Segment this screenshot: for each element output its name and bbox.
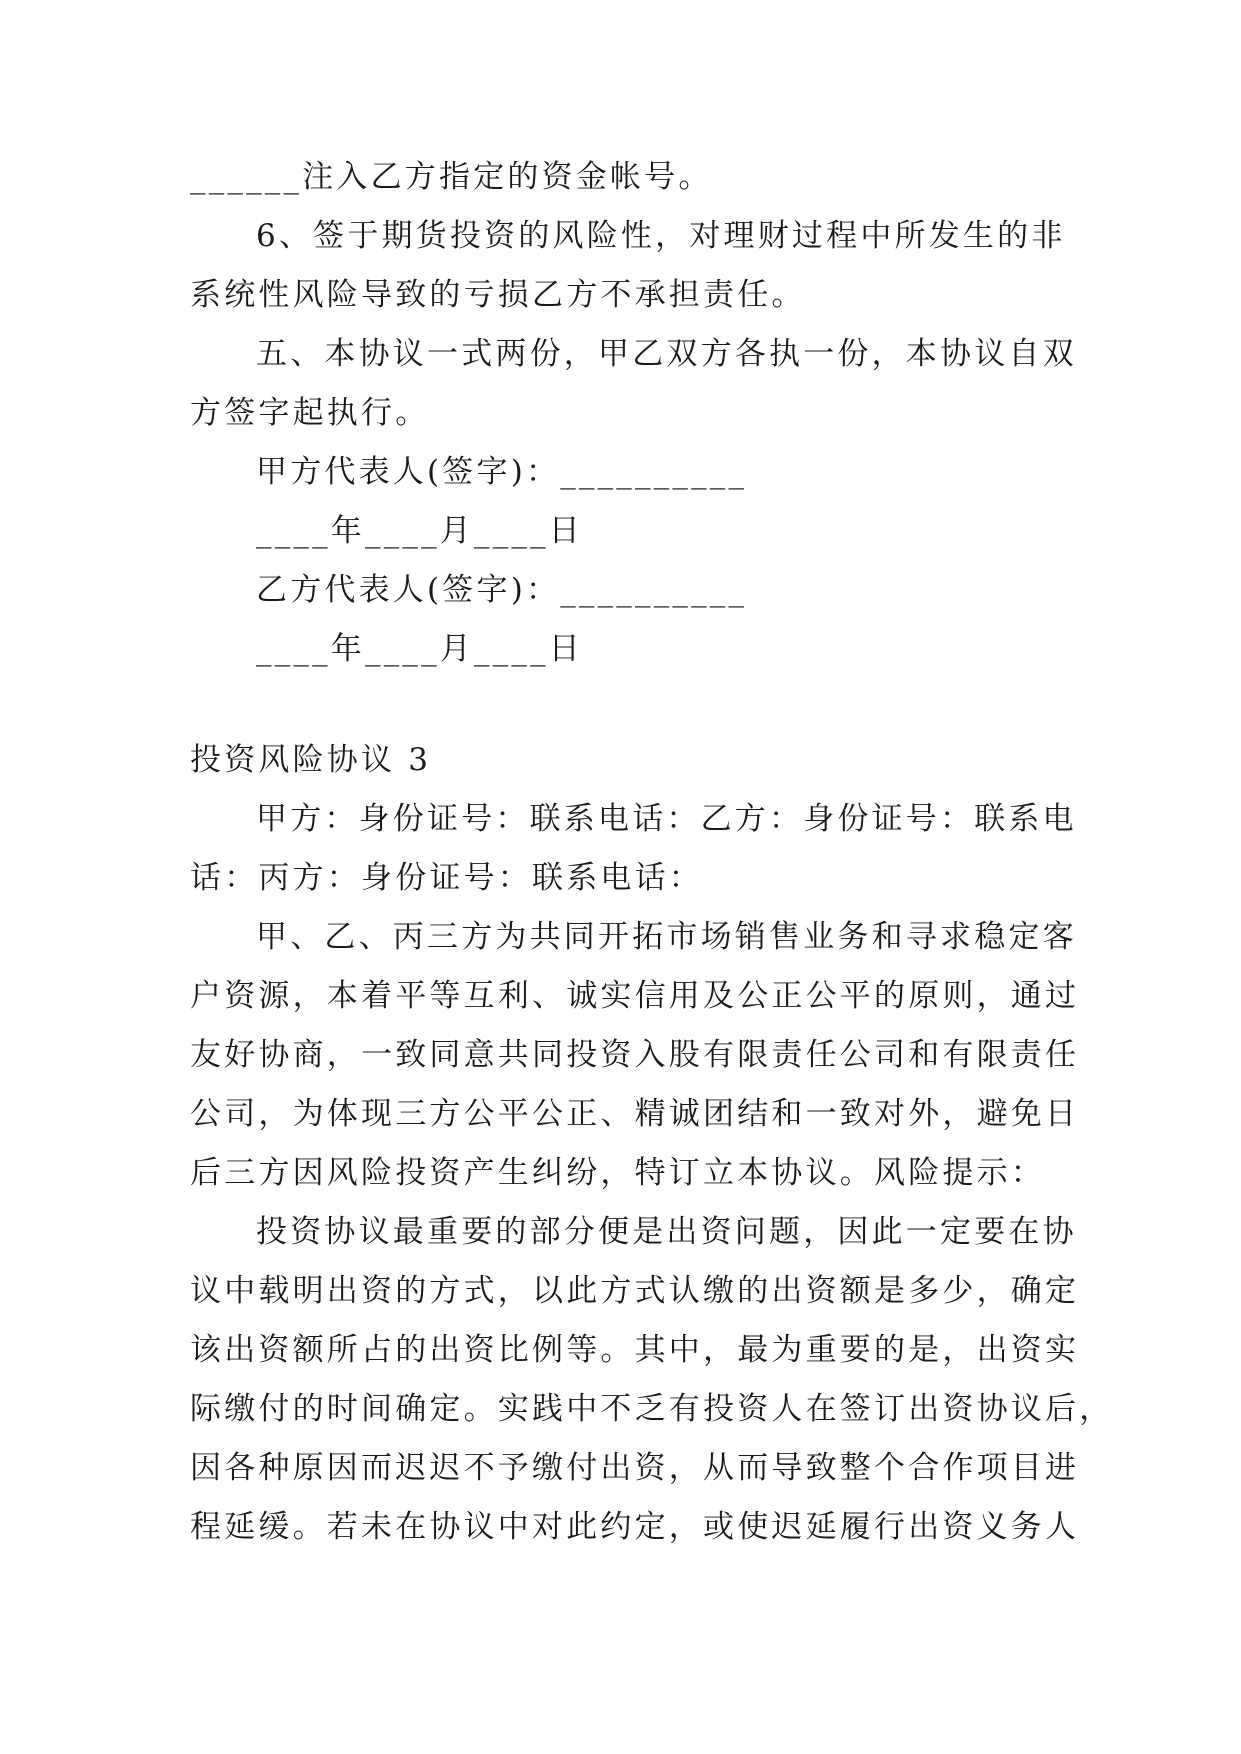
- party-b-date: ____年____月____日: [256, 631, 583, 667]
- risk-line-1: 投资协议最重要的部分便是出资问题，因此一定要在协: [256, 1214, 1077, 1250]
- intro-line-5: 后三方因风险投资产生纠纷，特订立本协议。风险提示：: [190, 1155, 1045, 1191]
- intro-line-2: 户资源，本着平等互利、诚实信用及公正公平的原则，通过: [190, 978, 1080, 1014]
- intro-line-3: 友好协商，一致同意共同投资入股有限责任公司和有限责任: [190, 1037, 1080, 1073]
- parties-line-1: 甲方：身份证号：联系电话：乙方：身份证号：联系电: [256, 801, 1077, 837]
- risk-line-4: 际缴付的时间确定。实践中不乏有投资人在签订出资协议后，: [190, 1391, 1114, 1427]
- document-page: [190, 148, 1114, 1557]
- risk-line-3: 该出资额所占的出资比例等。其中，最为重要的是，出资实: [190, 1332, 1080, 1368]
- party-b-signature: 乙方代表人(签字)：__________: [256, 572, 748, 608]
- clause-6-line-1: 6、签于期货投资的风险性，对理财过程中所发生的非: [256, 218, 1066, 254]
- section-title: 投资风险协议 3: [190, 742, 432, 778]
- parties-line-2: 话：丙方：身份证号：联系电话：: [190, 860, 703, 896]
- party-a-signature: 甲方代表人(签字)：__________: [256, 454, 748, 490]
- section-spacer: [190, 679, 1052, 731]
- risk-line-5: 因各种原因而迟迟不予缴付出资，从而导致整个合作项目进: [190, 1450, 1080, 1486]
- intro-line-1: 甲、乙、丙三方为共同开拓市场销售业务和寻求稳定客: [256, 919, 1077, 955]
- clause-5-line-2: 方签字起执行。: [190, 395, 430, 431]
- risk-line-6: 程延缓。若未在协议中对此约定，或使迟延履行出资义务人: [190, 1509, 1080, 1545]
- risk-line-2: 议中载明出资的方式，以此方式认缴的出资额是多少，确定: [190, 1273, 1080, 1309]
- clause-5-line-1: 五、本协议一式两份，甲乙双方各执一份，本协议自双: [256, 336, 1077, 372]
- intro-line-4: 公司，为体现三方公平公正、精诚团结和一致对外，避免日: [190, 1096, 1080, 1132]
- party-a-date: ____年____月____日: [256, 513, 583, 549]
- clause-6-line-2: 系统性风险导致的亏损乙方不承担责任。: [190, 277, 806, 313]
- paragraph-continuation: ______注入乙方指定的资金帐号。: [190, 159, 713, 195]
